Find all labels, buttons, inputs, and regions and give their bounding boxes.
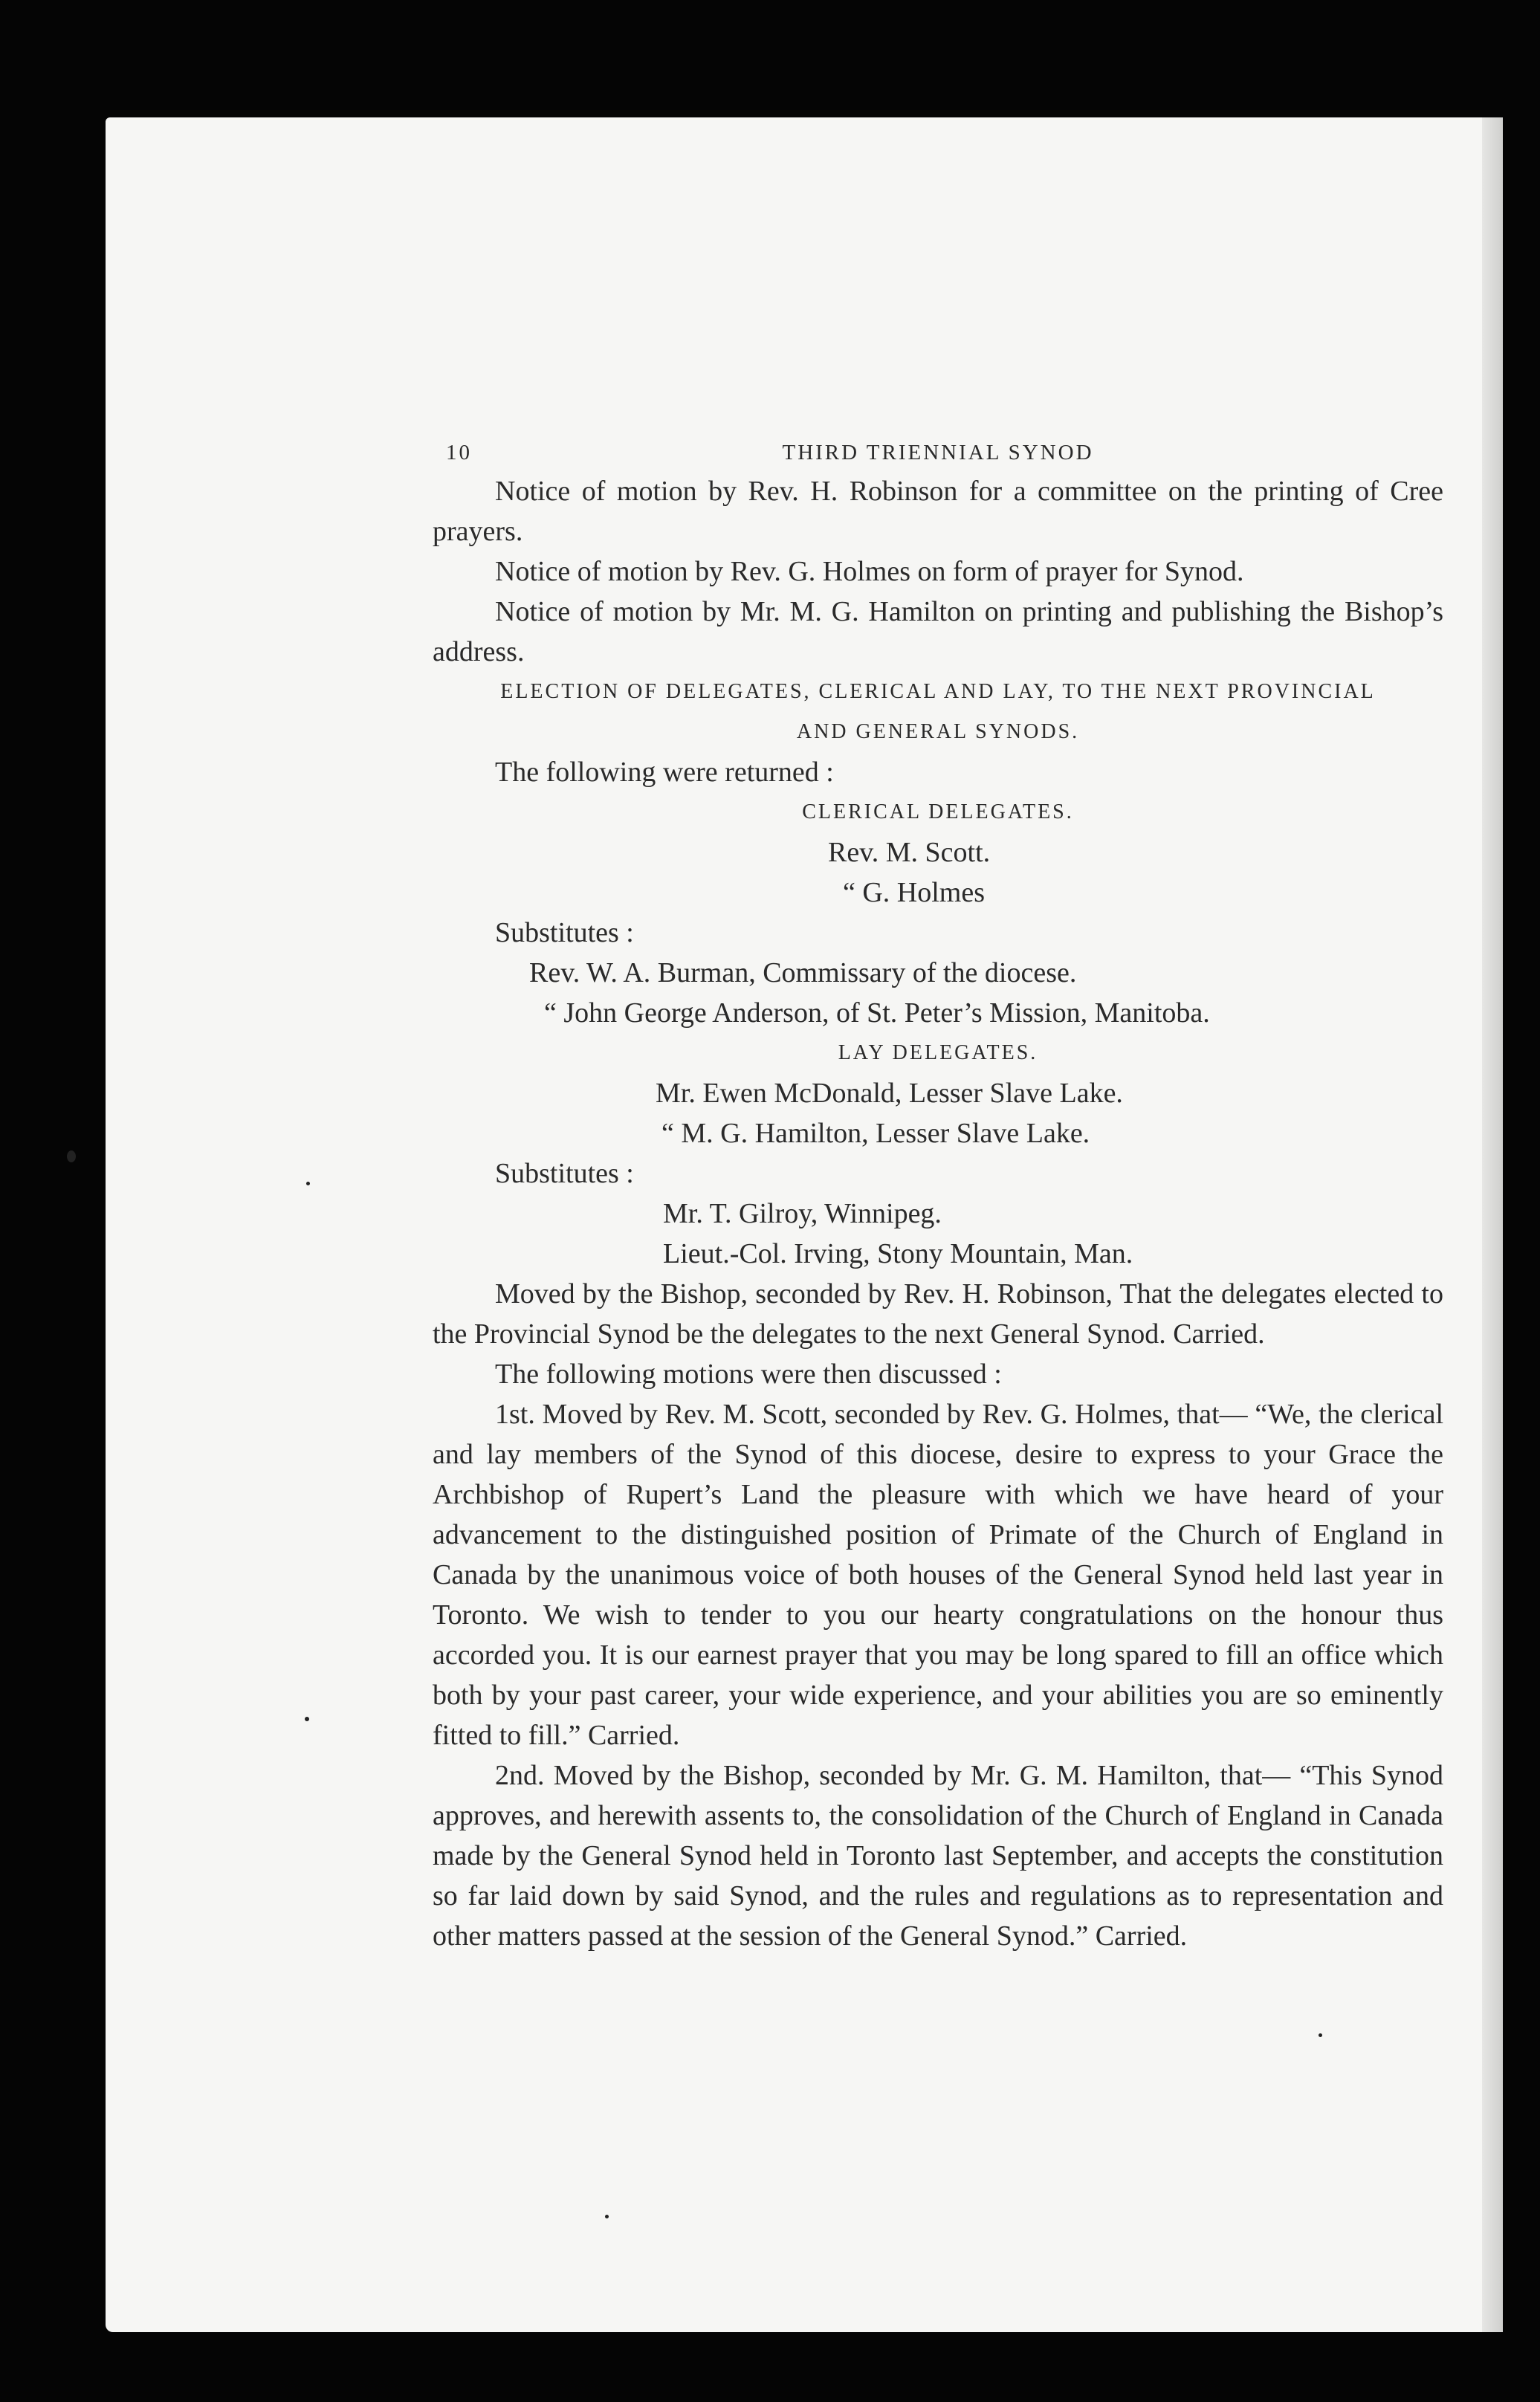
ink-speck: [605, 2215, 609, 2218]
page-content: [433, 430, 1443, 1956]
ink-speck: [305, 1717, 309, 1721]
returned-line: The following were returned :: [495, 757, 834, 788]
election-heading-line-1: ELECTION OF DELEGATES, CLERICAL AND LAY, TO THE NEXT PROVINCIAL: [500, 680, 1376, 703]
clerical-substitute: “ John George Anderson, of St. Peter’s Mission, Manitoba.: [544, 997, 1210, 1029]
notice-holmes: Notice of motion by Rev. G. Holmes on form of prayer for Synod.: [495, 556, 1244, 587]
motion-first: 1st. Moved by Rev. M. Scott, seconded by Rev. G. Holmes, that— “We, the clerical and lay members of the Synod of this diocese, desire to express to your Grace the Archbishop of Rupert’s Land the pleasure with which we have heard of your advancement to the distinguished position of Primate of the Church of England in Canada by the unanimous voice of both houses of the General Synod held last year in Toronto. We wish to tender to you our hearty congratulations on the honour thus accorded you. It is our earnest prayer that you may be long spared to fill an office which both by your past career, your wide experience, and your abilities you are so eminently fitted to fill.” Carried.: [433, 1399, 1443, 1751]
clerical-delegate: Rev. M. Scott.: [828, 837, 991, 868]
ink-speck: [67, 1150, 76, 1162]
clerical-substitute: Rev. W. A. Burman, Commissary of the diocese.: [529, 957, 1077, 988]
ink-speck: [306, 1182, 310, 1185]
motions-intro: The following motions were then discussed :: [495, 1359, 1002, 1390]
substitutes-label: Substitutes :: [495, 1158, 634, 1189]
election-heading: [433, 672, 1443, 752]
lay-delegate: Mr. Ewen McDonald, Lesser Slave Lake.: [656, 1078, 1123, 1109]
lay-delegate: “ M. G. Hamilton, Lesser Slave Lake.: [661, 1118, 1090, 1149]
motion-second: 2nd. Moved by the Bishop, seconded by Mr. G. M. Hamilton, that— “This Synod approves, and herewith assents to, the consolidation of the Church of England in Canada made by the General Synod held in Toronto last September, and accepts the constitution so far laid down by said Synod, and the rules and regulations as to representation and other matters passed at the session of the General Synod.” Carried.: [433, 1760, 1443, 1952]
clerical-heading: CLERICAL DELEGATES.: [802, 800, 1074, 823]
notice-robinson: Notice of motion by Rev. H. Robinson for a committee on the printing of Cree prayers.: [433, 476, 1443, 547]
lay-substitute: Mr. T. Gilroy, Winnipeg.: [663, 1198, 942, 1229]
ink-speck: [1319, 2033, 1322, 2037]
lay-heading: LAY DELEGATES.: [838, 1041, 1038, 1064]
page-edge-shadow: [1482, 117, 1503, 2332]
clerical-delegate: “ G. Holmes: [843, 877, 986, 908]
lay-substitute: Lieut.-Col. Irving, Stony Mountain, Man.: [663, 1238, 1133, 1269]
page-number: 10: [446, 441, 472, 464]
page-header: [433, 430, 1443, 471]
election-heading-line-2: AND GENERAL SYNODS.: [796, 720, 1080, 743]
moved-by-bishop: Moved by the Bishop, seconded by Rev. H. Robinson, That the delegates elected to the Provincial Synod be the delegates to the next General Synod. Carried.: [433, 1278, 1443, 1350]
substitutes-label: Substitutes :: [495, 917, 634, 948]
notice-hamilton: Notice of motion by Mr. M. G. Hamilton on printing and publishing the Bishop’s address.: [433, 596, 1443, 667]
running-head: THIRD TRIENNIAL SYNOD: [782, 441, 1094, 464]
scanned-page: [106, 117, 1503, 2332]
